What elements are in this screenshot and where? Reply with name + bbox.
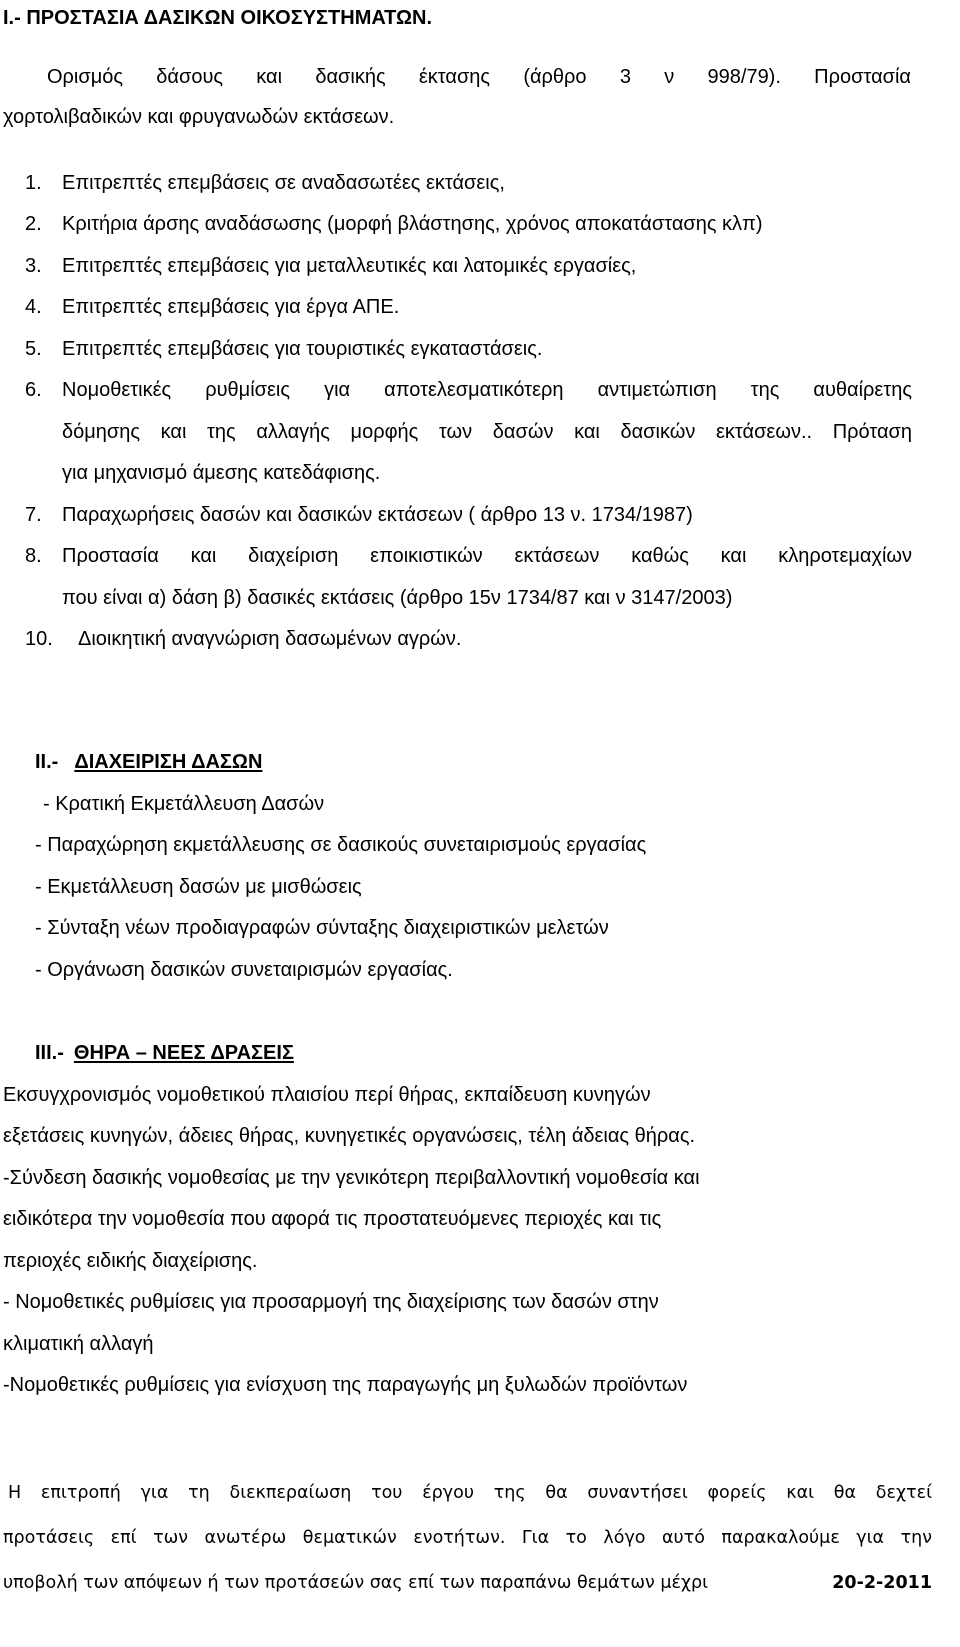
deadline-date: 20-2-2011 — [832, 1573, 932, 1593]
section-1-intro-line-1: Ορισμός δάσους και δασικής έκτασης (άρθρο 3 ν 998/79). Προστασία — [47, 66, 911, 88]
list-item-number: 3. — [25, 255, 42, 277]
list-item-number: 10. — [25, 628, 53, 650]
section-3-line-5: περιοχές ειδικής διαχείρισης. — [3, 1250, 258, 1272]
section-3-line-8: -Νομοθετικές ρυθμίσεις για ενίσχυση της παραγωγής μη ξυλωδών προϊόντων — [3, 1374, 688, 1396]
list-item-number: 1. — [25, 172, 42, 194]
list-item-6-line-3: για μηχανισμό άμεσης κατεδάφισης. — [62, 462, 381, 484]
section-3-heading — [35, 1041, 294, 1065]
list-item-text: Επιτρεπτές επεμβάσεις για τουριστικές εγκαταστάσεις. — [62, 338, 543, 360]
list-item-2 — [25, 212, 763, 236]
section-2-item-1: - Κρατική Εκμετάλλευση Δασών — [43, 793, 325, 815]
list-item-6-line-2: δόμησης και της αλλαγής μορφής των δασών και δασικών εκτάσεων.. Πρόταση — [62, 421, 912, 443]
section-3-line-2: εξετάσεις κυνηγών, άδειες θήρας, κυνηγετικές οργανώσεις, τέλη άδειας θήρας. — [3, 1125, 696, 1147]
list-item-10 — [25, 627, 461, 651]
section-3-heading-prefix: ΙΙΙ.- — [35, 1042, 64, 1064]
list-item-3 — [25, 254, 636, 278]
list-item-8-number: 8. — [25, 545, 42, 567]
closing-line-2: προτάσεις επί των ανωτέρω θεματικών ενοτήτων. Για το λόγο αυτό παρακαλούμε για την — [3, 1528, 932, 1548]
section-2-item-3: - Εκμετάλλευση δασών με μισθώσεις — [35, 876, 362, 898]
list-item-4 — [25, 295, 399, 319]
list-item-7 — [25, 503, 693, 527]
section-3-line-4: ειδικότερα την νομοθεσία που αφορά τις προστατευόμενες περιοχές και τις — [3, 1208, 662, 1230]
closing-line-1: Η επιτροπή για τη διεκπεραίωση του έργου της θα συναντήσει φορείς και θα δεχτεί — [8, 1483, 932, 1503]
list-item-5 — [25, 337, 542, 361]
list-item-6-number: 6. — [25, 379, 42, 401]
section-2-item-5: - Οργάνωση δασικών συνεταιρισμών εργασίας. — [35, 959, 453, 981]
list-item-8-line-2: που είναι α) δάση β) δασικές εκτάσεις (άρθρο 15ν 1734/87 και ν 3147/2003) — [62, 587, 733, 609]
list-item-text: Επιτρεπτές επεμβάσεις για μεταλλευτικές και λατομικές εργασίες, — [62, 255, 637, 277]
section-2-item-4: - Σύνταξη νέων προδιαγραφών σύνταξης διαχειριστικών μελετών — [35, 917, 609, 939]
section-3-line-6: - Νομοθετικές ρυθμίσεις για προσαρμογή της διαχείρισης των δασών στην — [3, 1291, 659, 1313]
section-3-line-7: κλιματική αλλαγή — [3, 1333, 154, 1355]
section-2-heading — [35, 750, 262, 774]
list-item-number: 2. — [25, 213, 42, 235]
list-item-number: 7. — [25, 504, 42, 526]
list-item-1 — [25, 171, 505, 195]
list-item-text: Επιτρεπτές επεμβάσεις σε αναδασωτέες εκτάσεις, — [62, 172, 505, 194]
section-1-heading: Ι.- ΠΡΟΣΤΑΣΙΑ ΔΑΣΙΚΩΝ ΟΙΚΟΣΥΣΤΗΜΑΤΩΝ. — [3, 7, 433, 29]
section-2-item-2: - Παραχώρηση εκμετάλλευσης σε δασικούς συνεταιρισμούς εργασίας — [35, 834, 647, 856]
closing-line-3-text: υποβολή των απόψεων ή των προτάσεών σας επί των παραπάνω θεμάτων μέχρι — [3, 1573, 709, 1593]
closing-line-3 — [3, 1571, 932, 1595]
list-item-text: Επιτρεπτές επεμβάσεις για έργα ΑΠΕ. — [62, 296, 400, 318]
section-3-heading-title: ΘΗΡΑ – ΝΕΕΣ ΔΡΑΣΕΙΣ — [73, 1042, 294, 1064]
list-item-8-line-1: Προστασία και διαχείριση εποικιστικών εκτάσεων καθώς και κληροτεμαχίων — [62, 545, 912, 567]
section-1-intro-line-2: χορτολιβαδικών και φρυγανωδών εκτάσεων. — [3, 106, 395, 128]
section-3-line-1: Εκσυγχρονισμός νομοθετικού πλαισίου περί θήρας, εκπαίδευση κυνηγών — [3, 1084, 651, 1106]
list-item-number: 4. — [25, 296, 42, 318]
list-item-text: Διοικητική αναγνώριση δασωμένων αγρών. — [78, 628, 462, 650]
list-item-text: Κριτήρια άρσης αναδάσωσης (μορφή βλάστησης, χρόνος αποκατάστασης κλπ) — [62, 213, 763, 235]
list-item-text: Παραχωρήσεις δασών και δασικών εκτάσεων ( άρθρο 13 ν. 1734/1987) — [62, 504, 693, 526]
list-item-number: 5. — [25, 338, 42, 360]
section-2-heading-prefix: ΙΙ.- — [35, 751, 59, 773]
list-item-6-line-1: Νομοθετικές ρυθμίσεις για αποτελεσματικότερη αντιμετώπιση της αυθαίρετης — [62, 379, 912, 401]
section-2-heading-title: ΔΙΑΧΕΙΡΙΣΗ ΔΑΣΩΝ — [74, 751, 263, 773]
section-3-line-3: -Σύνδεση δασικής νομοθεσίας με την γενικότερη περιβαλλοντική νομοθεσία και — [3, 1167, 700, 1189]
